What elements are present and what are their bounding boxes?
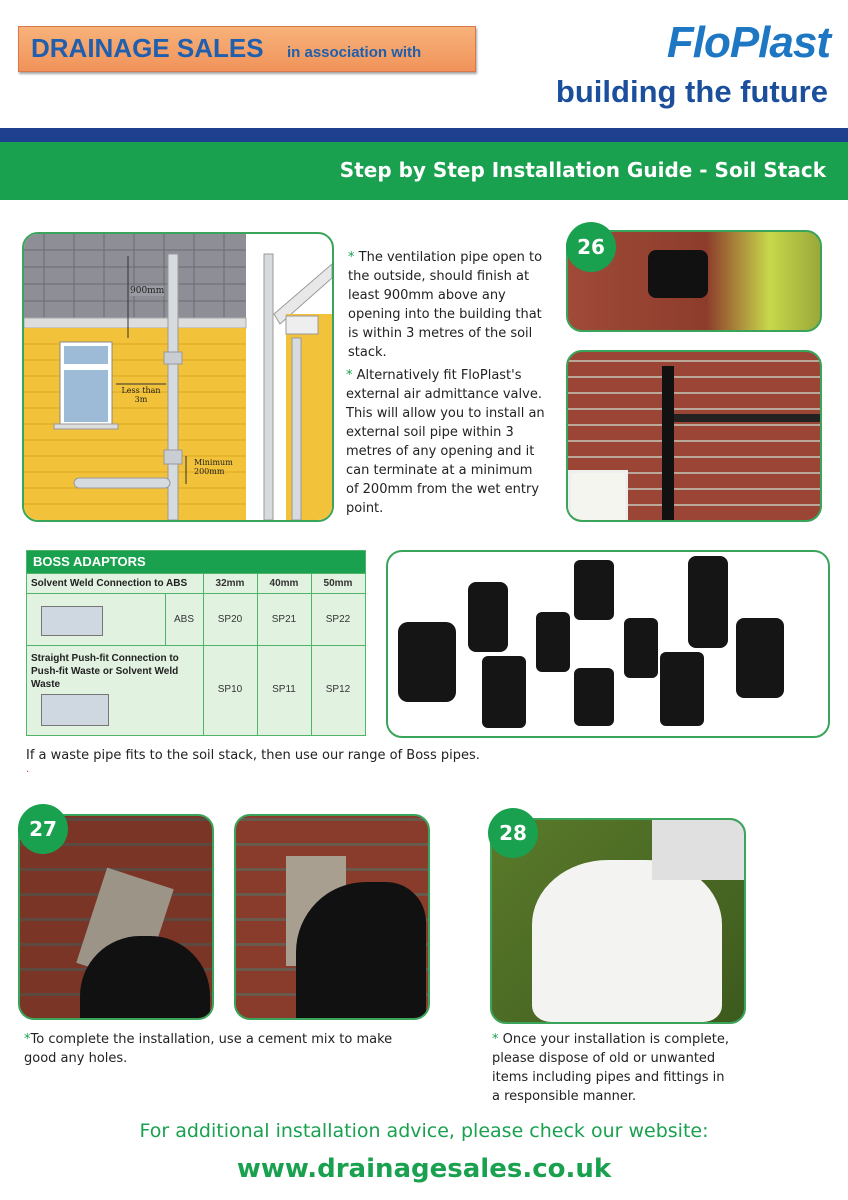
row2-val-2: SP11 — [272, 684, 296, 695]
label-900mm: 900mm — [130, 286, 165, 296]
row1-val-2: SP21 — [271, 614, 297, 625]
row2-val-3: SP12 — [325, 684, 351, 695]
row1-type: ABS — [173, 614, 194, 625]
step26-bullet-2: * Alternatively fit FloPlast's external air admittance valve. This will allow you to install an external soil pipe within 3 metres of any opening and it can terminate at a minimum of 200mm from the wet entry point. — [346, 368, 545, 516]
table-divider — [165, 593, 166, 645]
sleeve-shape — [652, 820, 744, 880]
boss-adaptors-table — [26, 550, 366, 736]
boss-note: If a waste pipe fits to the soil stack, then use our range of Boss pipes. — [26, 748, 480, 763]
label-minimum-200mm: Minimum 200mm — [194, 458, 233, 476]
step26-bullet-1: * The ventilation pipe open to the outside, should finish at least 900mm above any opening into the building that is within 3 metres of the soil stack. — [348, 250, 543, 360]
row1-label: Solvent Weld Connection to ABS — [31, 578, 188, 589]
floplast-logo: FloPlast — [666, 18, 830, 67]
step26-photo-stack — [566, 350, 822, 522]
star-icon: * — [346, 368, 357, 383]
banner-sub-text: in association with — [287, 44, 422, 61]
step-27-badge: 27 — [18, 804, 68, 854]
branch-pipe-shape — [674, 414, 820, 422]
row2-val-1: SP10 — [217, 684, 243, 695]
col-50mm: 50mm — [323, 578, 353, 589]
star-icon: * — [24, 1032, 31, 1047]
step28-text: * Once your installation is complete, please dispose of old or unwanted items including pipes and fittings in a responsible manner. — [492, 1032, 730, 1104]
soil-pipe-shape — [662, 366, 674, 520]
drainage-sales-banner — [18, 26, 476, 72]
step-26-badge: 26 — [566, 222, 616, 272]
page-title: Step by Step Installation Guide - Soil Stack — [339, 158, 826, 182]
table-divider — [203, 573, 204, 735]
website-link[interactable]: www.drainagesales.co.uk — [236, 1154, 612, 1184]
air-valve-shape — [648, 250, 708, 298]
row1-val-1: SP20 — [217, 614, 243, 625]
row2-label: Straight Push-fit Connection to Push-fit Waste or Solvent Weld Waste — [31, 653, 179, 690]
tagline: building the future — [555, 74, 828, 109]
boss-row-1 — [27, 593, 365, 646]
diagram-illustration — [24, 234, 332, 520]
pipe-fitting-shape — [296, 882, 426, 1018]
boss-fittings-photo — [386, 550, 830, 738]
adaptor-icon-1 — [41, 606, 103, 636]
window-frame-shape — [568, 470, 628, 522]
step27-text: *To complete the installation, use a cement mix to make good any holes. — [24, 1032, 393, 1066]
table-divider — [257, 573, 258, 735]
step-28-badge: 28 — [488, 808, 538, 858]
soil-stack-diagram — [22, 232, 334, 522]
banner-main-text: DRAINAGE SALES — [31, 33, 264, 63]
boss-table-title: BOSS ADAPTORS — [27, 551, 365, 573]
title-bar — [0, 142, 848, 200]
waste-bag-shape — [532, 860, 722, 1022]
col-40mm: 40mm — [269, 578, 299, 589]
step27-photo-sealed — [234, 814, 430, 1020]
boss-note-dot: . — [26, 764, 30, 775]
blue-divider — [0, 128, 848, 142]
star-icon: * — [348, 250, 359, 265]
fittings-illustration — [388, 552, 828, 736]
boss-row-2 — [27, 645, 365, 734]
adaptor-icon-2 — [41, 694, 109, 726]
label-less-than-3m: Less than 3m — [121, 386, 161, 404]
footer-question: For additional installation advice, please check our website: — [139, 1120, 709, 1142]
row1-val-3: SP22 — [325, 614, 351, 625]
col-32mm: 32mm — [215, 578, 245, 589]
star-icon: * — [492, 1032, 503, 1047]
table-divider — [311, 573, 312, 735]
boss-header-row — [27, 573, 365, 594]
